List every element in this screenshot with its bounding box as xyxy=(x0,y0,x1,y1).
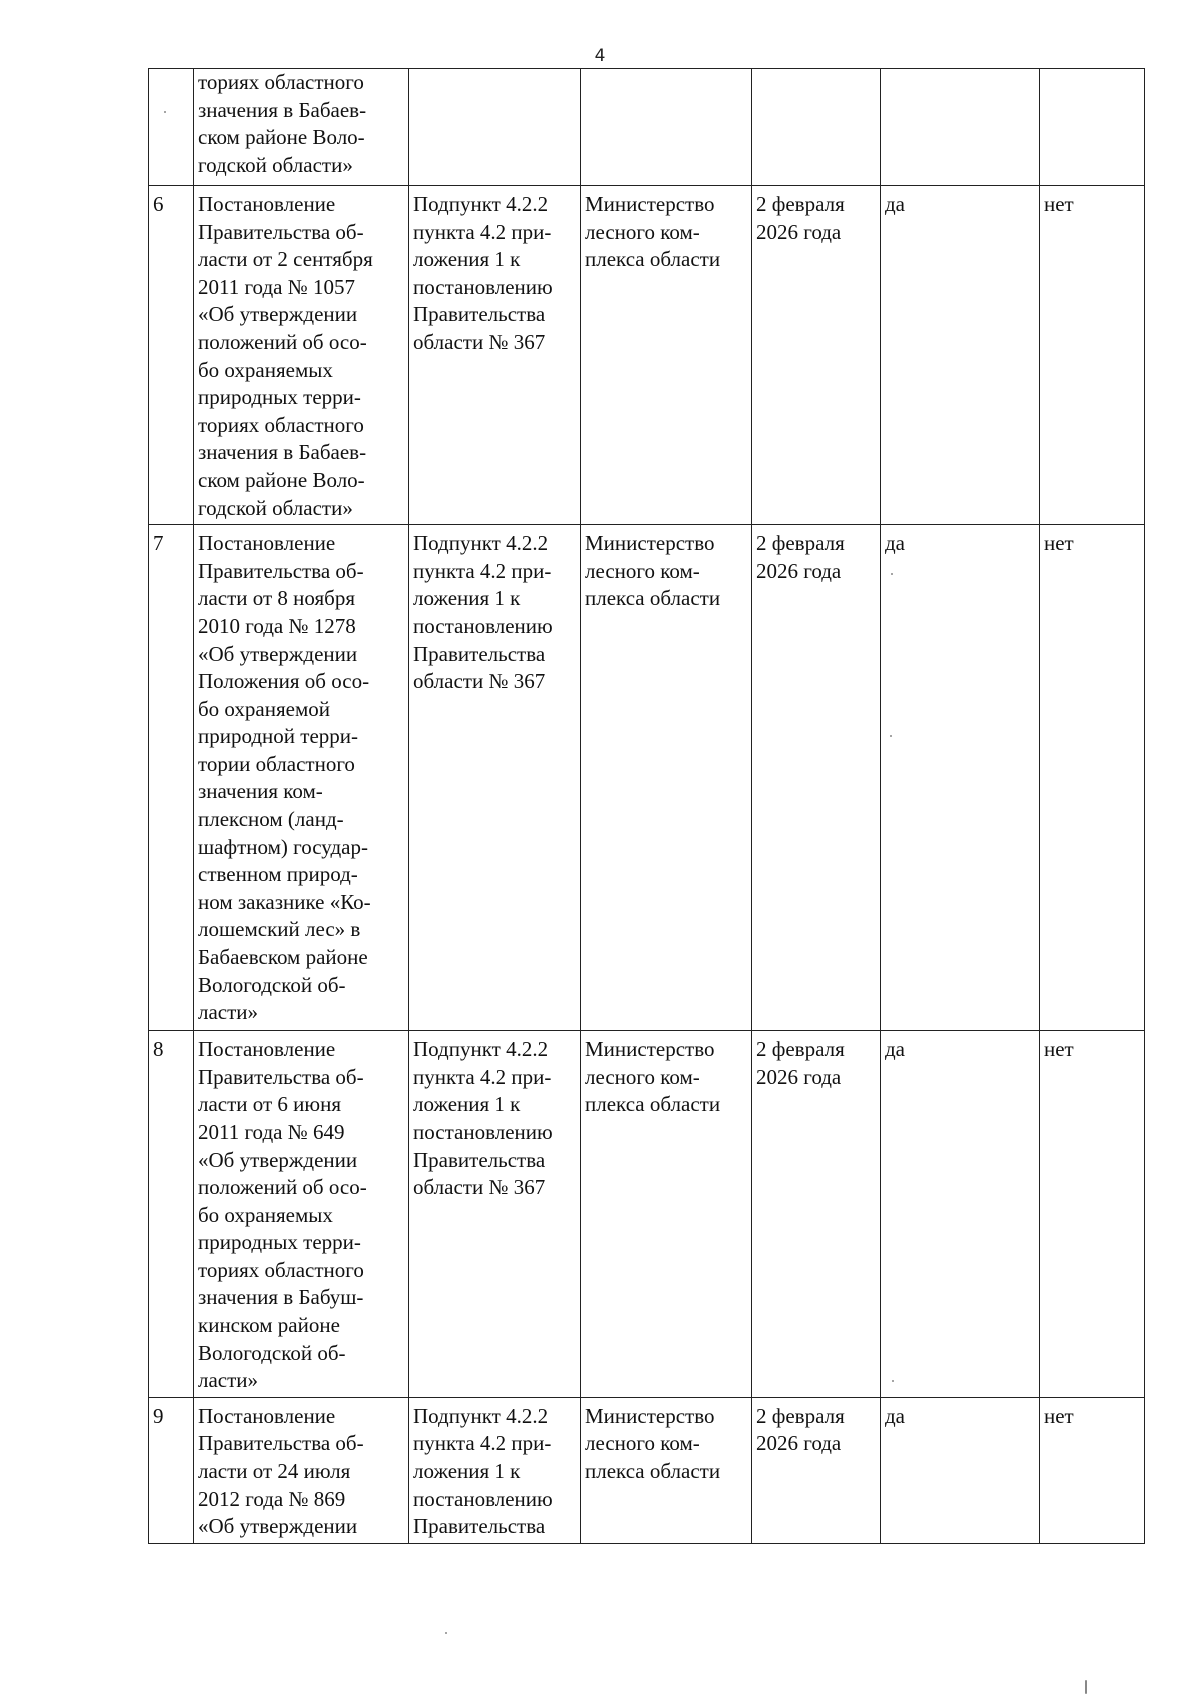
flag-cell xyxy=(1040,69,1145,186)
table-row xyxy=(149,69,1145,186)
authority-cell: Министерство лесного ком- плекса области xyxy=(581,525,752,1031)
flag-cell: нет xyxy=(1040,186,1145,525)
legal-act-cell: Постановление Правительства об- ласти от 2 сентября 2011 года № 1057 «Об утверждении положений об осо- бо охраняемых природных терри- ториях областного значения в Бабаев- ском районе Воло- годской области» xyxy=(194,186,409,525)
table-row xyxy=(149,186,1145,525)
row-number xyxy=(149,69,194,186)
legal-act-cell: Постановление Правительства об- ласти от 6 июня 2011 года № 649 «Об утверждении положений об осо- бо охраняемых природных терри- ториях областного значения в Бабуш- кинском районе Вологодской об- ласти» xyxy=(194,1031,409,1398)
scan-speck xyxy=(890,735,892,737)
date-cell: 2 февраля 2026 года xyxy=(752,1031,881,1398)
clause-cell: Подпункт 4.2.2 пункта 4.2 при- ложения 1 к постановлению Правительства области № 367 xyxy=(409,525,581,1031)
flag-cell: да xyxy=(881,525,1040,1031)
flag-cell: нет xyxy=(1040,1031,1145,1398)
scan-speck xyxy=(891,573,893,575)
date-cell: 2 февраля 2026 года xyxy=(752,1397,881,1543)
legal-act-cell: ториях областного значения в Бабаев- ском районе Воло- годской области» xyxy=(194,69,409,186)
flag-cell: да xyxy=(881,186,1040,525)
flag-cell: да xyxy=(881,1031,1040,1398)
flag-cell: да xyxy=(881,1397,1040,1543)
authority-cell xyxy=(581,69,752,186)
table-row xyxy=(149,1031,1145,1398)
clause-cell xyxy=(409,69,581,186)
row-number: 8 xyxy=(149,1031,194,1398)
table-row xyxy=(149,1397,1145,1543)
scan-speck xyxy=(445,1632,447,1634)
date-cell: 2 февраля 2026 года xyxy=(752,525,881,1031)
date-cell: 2 февраля 2026 года xyxy=(752,186,881,525)
clause-cell: Подпункт 4.2.2 пункта 4.2 при- ложения 1 к постановлению Правительства области № 367 xyxy=(409,1031,581,1398)
scan-speck xyxy=(164,111,166,113)
flag-cell xyxy=(881,69,1040,186)
row-number: 7 xyxy=(149,525,194,1031)
authority-cell: Министерство лесного ком- плекса области xyxy=(581,1031,752,1398)
legal-act-cell: Постановление Правительства об- ласти от 8 ноября 2010 года № 1278 «Об утверждении Положения об осо- бо охраняемой природной терри- тории областного значения ком- плексном (ланд- шафтном) государ- ственном природ- ном заказнике «Ко- лошемский лес» в Бабаевском районе Вологодской об- ласти» xyxy=(194,525,409,1031)
flag-cell: нет xyxy=(1040,1397,1145,1543)
regulations-table xyxy=(148,68,1145,1544)
date-cell xyxy=(752,69,881,186)
authority-cell: Министерство лесного ком- плекса области xyxy=(581,1397,752,1543)
scan-speck xyxy=(1085,1680,1087,1694)
scan-speck xyxy=(892,1380,894,1382)
authority-cell: Министерство лесного ком- плекса области xyxy=(581,186,752,525)
row-number: 6 xyxy=(149,186,194,525)
flag-cell: нет xyxy=(1040,525,1145,1031)
row-number: 9 xyxy=(149,1397,194,1543)
clause-cell: Подпункт 4.2.2 пункта 4.2 при- ложения 1 к постановлению Правительства xyxy=(409,1397,581,1543)
table-row xyxy=(149,525,1145,1031)
legal-act-cell: Постановление Правительства об- ласти от 24 июля 2012 года № 869 «Об утверждении xyxy=(194,1397,409,1543)
clause-cell: Подпункт 4.2.2 пункта 4.2 при- ложения 1 к постановлению Правительства области № 367 xyxy=(409,186,581,525)
page-number: 4 xyxy=(594,46,606,66)
